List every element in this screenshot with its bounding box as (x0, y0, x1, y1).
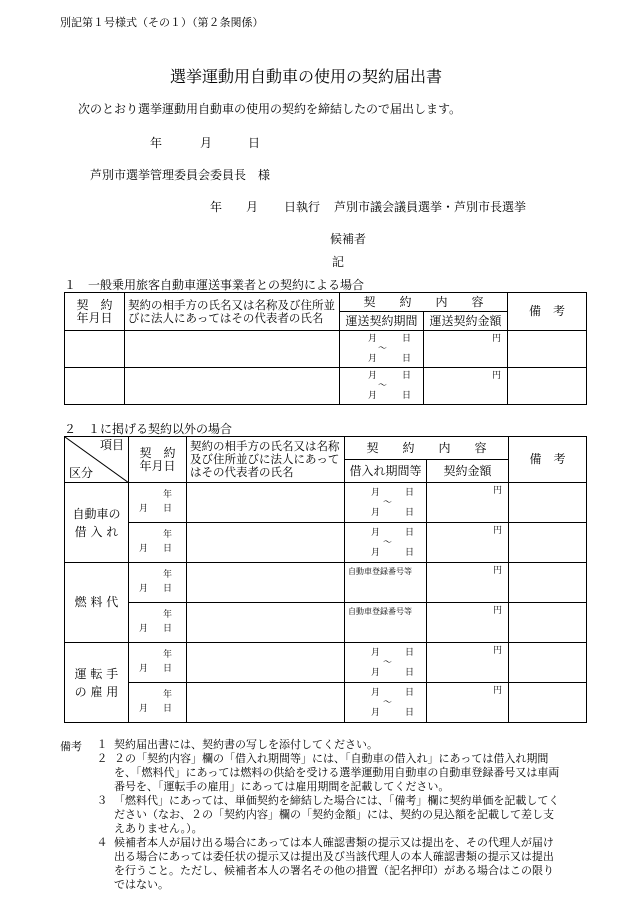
table-row (65, 483, 587, 523)
s2-remarks-cell[interactable] (509, 603, 587, 643)
candidate-label: 候補者 (330, 232, 367, 246)
s1-remarks-cell[interactable] (508, 368, 587, 405)
s1-header-remarks: 備 考 (508, 293, 587, 331)
s2-party-cell[interactable] (187, 563, 345, 603)
s1-header-party: 契約の相手方の氏名又は名称及び住所並びに法人にあってはその代表者の氏名 (125, 293, 340, 331)
s1-amount-cell[interactable]: 円 (424, 331, 508, 368)
s2-group-label: 運 転 手 の 雇 用 (65, 643, 129, 723)
s2-period-cell[interactable]: 月 日 ～ 月 日 (345, 523, 427, 563)
s2-period-cell[interactable]: 月 日 ～ 月 日 (345, 683, 427, 723)
page-title: 選挙運動用自動車の使用の契約届出書 (170, 67, 443, 86)
table-row (65, 523, 587, 563)
addressee: 芦別市選挙管理委員会委員長 様 (90, 168, 271, 182)
s2-party-cell[interactable] (187, 643, 345, 683)
s2-period-cell[interactable]: 自動車登録番号等 (345, 563, 427, 603)
section2-table (64, 436, 587, 723)
s1-remarks-cell[interactable] (508, 331, 587, 368)
s2-amount-cell[interactable]: 円 (427, 603, 509, 643)
table-row (65, 603, 587, 643)
notes-label: 備考 (60, 740, 82, 753)
s2-amount-cell[interactable]: 円 (427, 643, 509, 683)
s1-period-cell[interactable]: 月 日 ～ 月 日 (340, 368, 424, 405)
s2-party-cell[interactable] (187, 483, 345, 523)
form-label: 別記第１号様式（その１）（第２条関係） (60, 16, 264, 29)
s2-date-cell[interactable]: 年 月 日 (129, 603, 187, 643)
note-item: ４ 候補者本人が届け出る場合にあっては本人確認書類の提示又は提出を、その代理人が届け出る場合にあっては委任状の提示又は提出及び当該代理人の本人確認書類の提示又は提出を行うこと。ただし、候補者本人の署名その他の措置（記名押印）がある場合はこの限りではない。 (96, 836, 554, 891)
s1-date-cell[interactable] (65, 368, 125, 405)
s2-period-cell[interactable]: 自動車登録番号等 (345, 603, 427, 643)
s2-amount-cell[interactable]: 円 (427, 683, 509, 723)
s2-amount-cell[interactable]: 円 (427, 483, 509, 523)
note-item: ３ 「燃料代」にあっては、単価契約を締結した場合には、「備考」欄に契約単価を記載してください（なお、２の「契約内容」欄の「契約金額」には、契約の見込額を記載して差し支えありません。）。 (96, 794, 560, 835)
table-row (65, 563, 587, 603)
s2-amount-cell[interactable]: 円 (427, 523, 509, 563)
s2-period-cell[interactable]: 月 日 ～ 月 日 (345, 643, 427, 683)
s2-date-cell[interactable]: 年 月 日 (129, 563, 187, 603)
s2-period-cell[interactable]: 月 日 ～ 月 日 (345, 483, 427, 523)
s1-header-content: 契 約 内 容 (340, 293, 508, 312)
s2-header-date: 契 約 年月日 (129, 437, 187, 483)
s2-date-cell[interactable]: 年 月 日 (129, 643, 187, 683)
section1-table (64, 292, 587, 405)
s2-remarks-cell[interactable] (509, 523, 587, 563)
note-item: ２ ２の「契約内容」欄の「借入れ期間等」には、「自動車の借入れ」にあっては借入れ期間を、「燃料代」にあっては燃料の供給を受ける選挙運動用自動車の自動車登録番号又は車両番号を、「運転手の雇用」にあっては雇用期間を記載してください。 (96, 752, 560, 793)
table-row (65, 331, 587, 368)
ki-mark: 記 (332, 255, 345, 269)
s1-header-period: 運送契約期間 (340, 312, 424, 331)
section2-heading: ２ １に掲げる契約以外の場合 (64, 422, 233, 436)
s2-group-label: 燃 料 代 (65, 563, 129, 643)
note-item: １ 契約届出書には、契約書の写しを添付してください。 (96, 738, 378, 751)
s2-date-cell[interactable]: 年 月 日 (129, 483, 187, 523)
s2-amount-cell[interactable]: 円 (427, 563, 509, 603)
notes-list (90, 738, 560, 892)
s2-party-cell[interactable] (187, 523, 345, 563)
s1-header-date: 契 約 年月日 (65, 293, 125, 331)
s2-remarks-cell[interactable] (509, 483, 587, 523)
s1-amount-cell[interactable]: 円 (424, 368, 508, 405)
s2-remarks-cell[interactable] (509, 643, 587, 683)
s2-remarks-cell[interactable] (509, 563, 587, 603)
s2-header-party: 契約の相手方の氏名又は名称及び住所並びに法人にあってはその代表者の氏名 (187, 437, 345, 483)
s2-party-cell[interactable] (187, 683, 345, 723)
s2-party-cell[interactable] (187, 603, 345, 643)
s1-date-cell[interactable] (65, 331, 125, 368)
intro-text: 次のとおり選挙運動用自動車の使用の契約を締結したので届出します。 (78, 102, 462, 116)
s2-remarks-cell[interactable] (509, 683, 587, 723)
s1-period-cell[interactable]: 月 日 ～ 月 日 (340, 331, 424, 368)
s2-date-cell[interactable]: 年 月 日 (129, 523, 187, 563)
table-row (65, 643, 587, 683)
s1-party-cell[interactable] (125, 368, 340, 405)
s1-header-amount: 運送契約金額 (424, 312, 508, 331)
s2-header-content: 契 約 内 容 (345, 437, 509, 460)
table-row (65, 683, 587, 723)
s2-header-item-kubun: 項目 区分 (65, 437, 129, 483)
s2-group-label: 自動車の 借 入 れ (65, 483, 129, 563)
s2-date-cell[interactable]: 年 月 日 (129, 683, 187, 723)
s2-header-remarks: 備 考 (509, 437, 587, 483)
table-row (65, 368, 587, 405)
s1-party-cell[interactable] (125, 331, 340, 368)
s2-header-period: 借入れ期間等 (345, 460, 427, 483)
s2-header-amount: 契約金額 (427, 460, 509, 483)
section1-heading: １ 一般乗用旅客自動車運送事業者との契約による場合 (64, 278, 365, 292)
